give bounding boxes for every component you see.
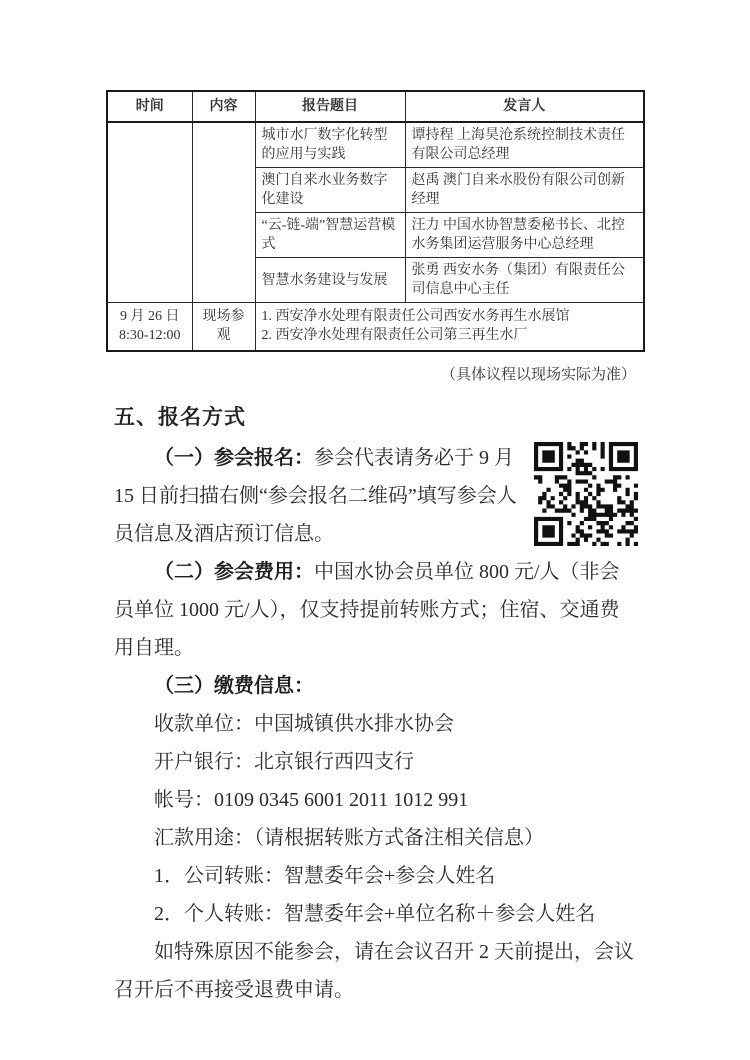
qr-code-image bbox=[534, 442, 638, 546]
report-speaker-cell: 汪力 中国水协智慧委秘书长、北控水务集团运营服务中心总经理 bbox=[405, 213, 644, 258]
visit-detail-line: 1. 西安净水处理有限责任公司西安水务再生水展馆 bbox=[261, 309, 570, 325]
report-row bbox=[107, 122, 644, 168]
report-title-cell: 城市水厂数字化转型的应用与实践 bbox=[255, 122, 405, 168]
visit-content-cell: 现场参观 bbox=[192, 303, 255, 351]
paragraph-registration-text: 参会代表请务必于 9 月 15 日前扫描右侧“参会报名二维码”填写参会人员信息及酒店预订信息。 bbox=[114, 446, 517, 545]
content-cell-empty bbox=[192, 122, 255, 303]
payment-line-personal-transfer: 2．个人转账：智慧委年会+单位名称＋参会人姓名 bbox=[154, 902, 596, 925]
payment-line-payee: 收款单位：中国城镇供水排水协会 bbox=[154, 712, 454, 735]
header-speaker: 发言人 bbox=[405, 91, 644, 122]
report-title-cell: “云-链-端”智慧运营模式 bbox=[255, 213, 405, 258]
time-cell-empty bbox=[107, 122, 192, 303]
header-title: 报告题目 bbox=[255, 91, 405, 122]
paragraph-fee bbox=[114, 553, 638, 667]
paragraph-registration-label: （一）参会报名： bbox=[154, 446, 314, 469]
visit-time-cell bbox=[107, 303, 192, 351]
report-speaker-cell: 谭持程 上海昊沧系统控制技术责任有限公司总经理 bbox=[405, 122, 644, 168]
agenda-note: （具体议程以现场实际为准） bbox=[440, 366, 636, 383]
payment-line-purpose: 汇款用途：（请根据转账方式备注相关信息） bbox=[154, 826, 544, 849]
report-speaker-cell: 张勇 西安水务（集团）有限责任公司信息中心主任 bbox=[405, 258, 644, 303]
header-time: 时间 bbox=[107, 91, 192, 122]
paragraph-fee-text: 中国水协会员单位 800 元/人（非会员单位 1000 元/人），仅支持提前转账方式；住宿、交通费用自理。 bbox=[114, 560, 620, 659]
report-speaker-cell: 赵禹 澳门自来水股份有限公司创新经理 bbox=[405, 168, 644, 213]
payment-line-account: 帐号：0109 0345 6001 2011 1012 991 bbox=[154, 788, 469, 811]
paragraph-payment-label: （三）缴费信息： bbox=[154, 674, 314, 697]
payment-line-company-transfer: 1．公司转账：智慧委年会+参会人姓名 bbox=[154, 864, 496, 887]
agenda-header-row bbox=[107, 91, 644, 122]
refund-paragraph: 如特殊原因不能参会，请在会议召开 2 天前提出，会议召开后不再接受退费申请。 bbox=[114, 940, 634, 1001]
paragraph-payment-heading bbox=[114, 667, 638, 705]
visit-time-line1: 9 月 26 日 bbox=[120, 309, 180, 325]
registration-section bbox=[114, 439, 638, 1009]
agenda-table bbox=[106, 90, 645, 352]
section-heading: 五、报名方式 bbox=[114, 404, 246, 429]
report-title-cell: 智慧水务建设与发展 bbox=[255, 258, 405, 303]
visit-detail-cell bbox=[255, 303, 644, 351]
report-title-cell: 澳门自来水业务数字化建设 bbox=[255, 168, 405, 213]
paragraph-fee-label: （二）参会费用： bbox=[154, 560, 314, 583]
registration-qr-code bbox=[534, 442, 638, 546]
visit-detail-line: 2. 西安净水处理有限责任公司第三再生水厂 bbox=[261, 328, 528, 344]
visit-time-line2: 8:30-12:00 bbox=[119, 328, 181, 344]
payment-line-bank: 开户银行：北京银行西四支行 bbox=[154, 750, 414, 773]
site-visit-row bbox=[107, 303, 644, 351]
header-content: 内容 bbox=[192, 91, 255, 122]
